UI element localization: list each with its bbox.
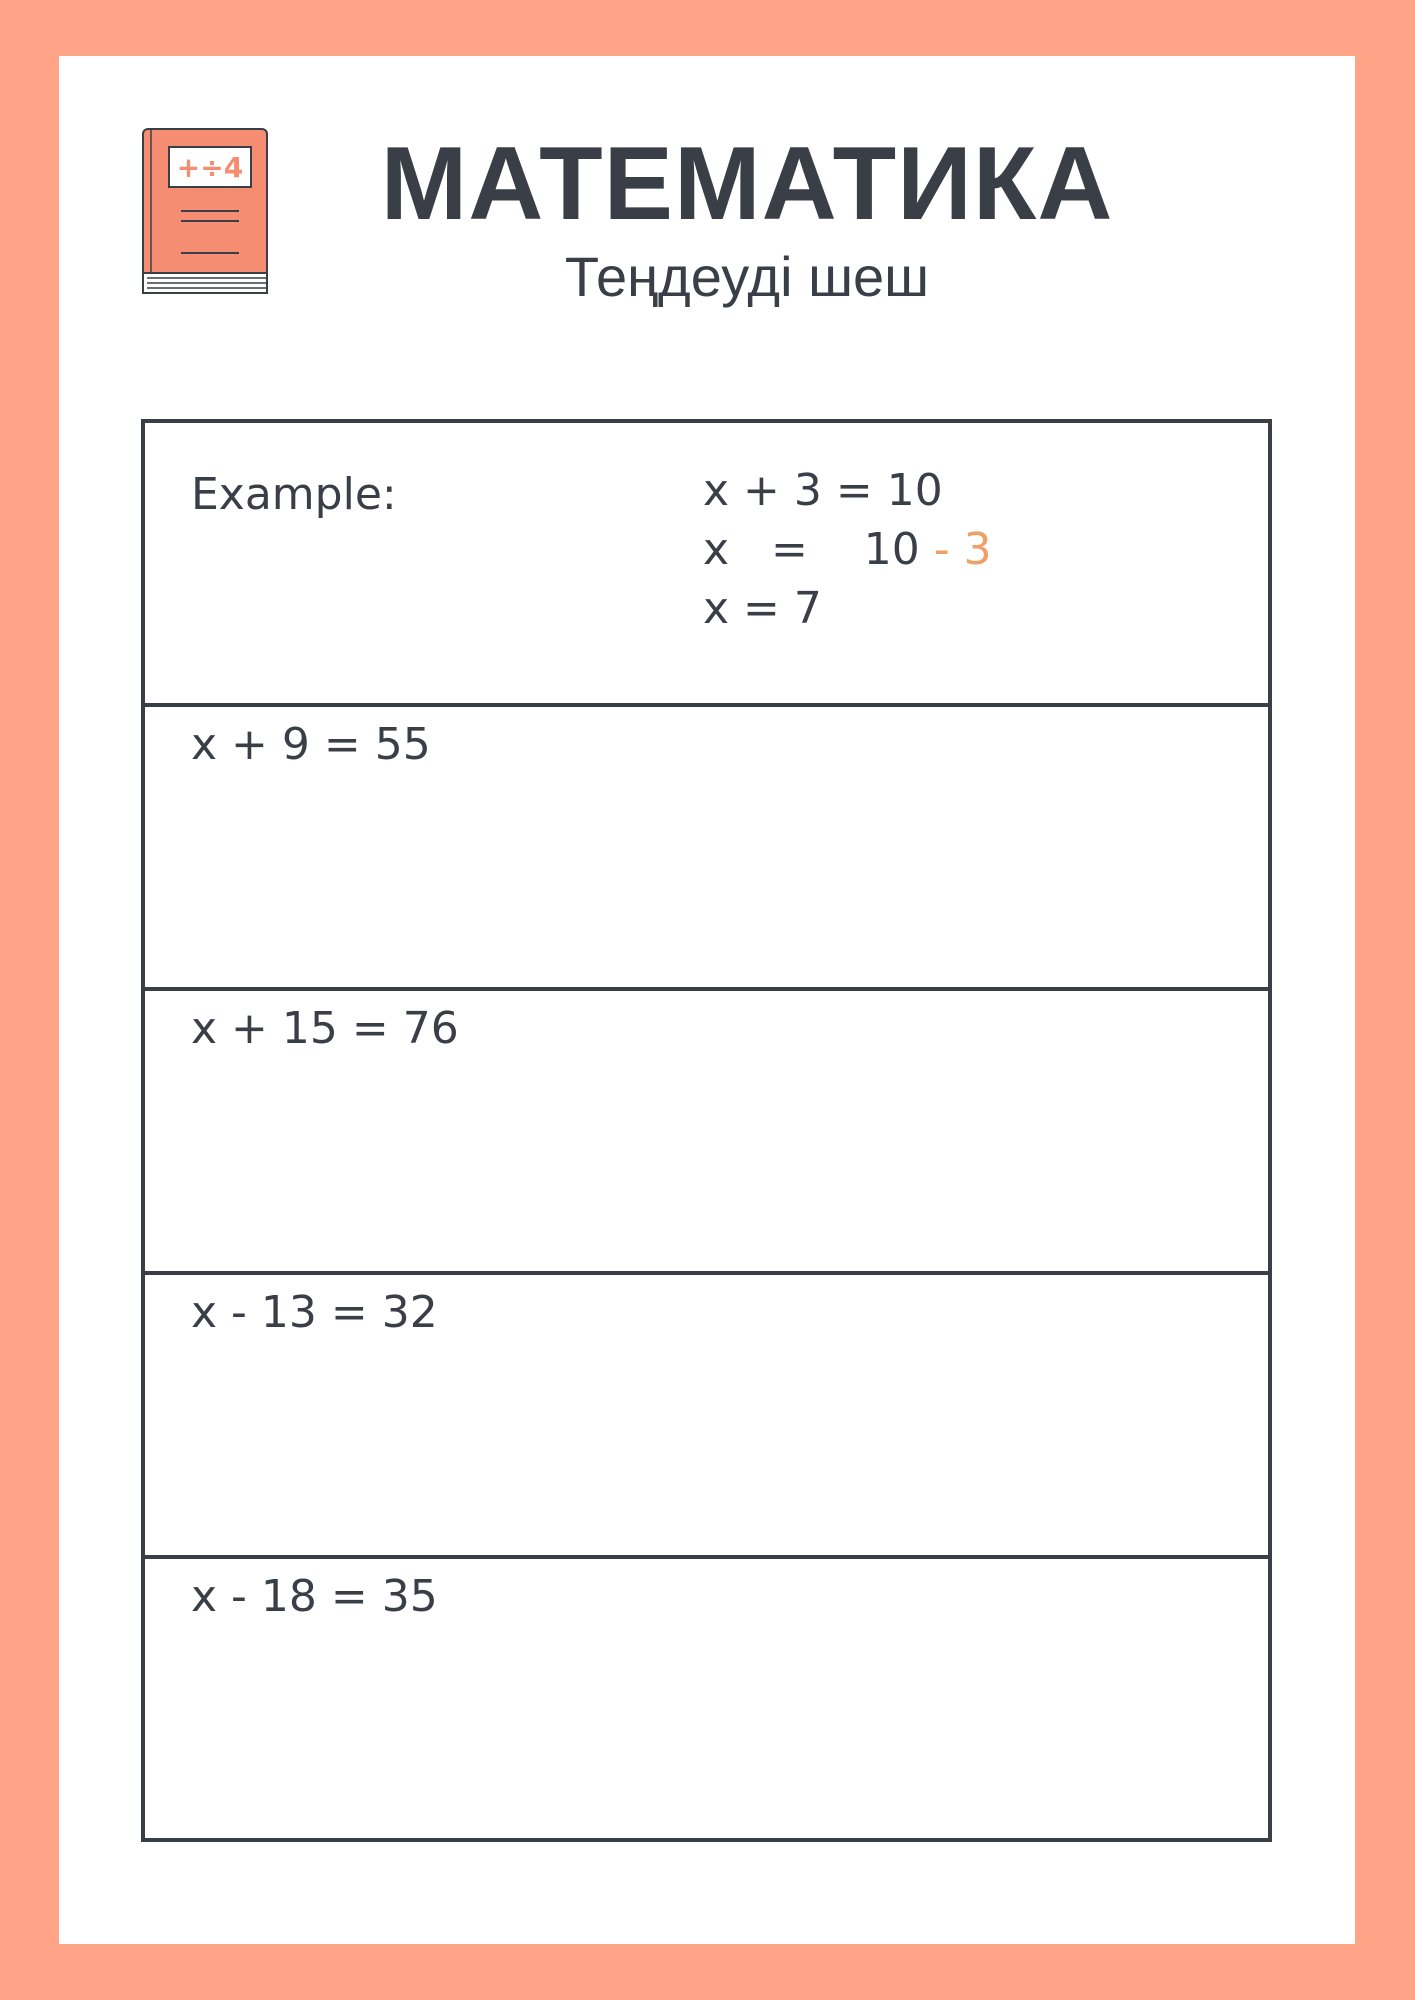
example-step-2 xyxy=(703,520,992,579)
problem-row-1 xyxy=(145,703,1268,991)
page-subtitle: Теңдеуді шеш xyxy=(564,245,930,308)
example-step-3: x = 7 xyxy=(703,583,822,634)
page-title: МАТЕМАТИКА xyxy=(380,126,1114,242)
example-row xyxy=(145,423,1268,707)
problem-equation-4: x - 18 = 35 xyxy=(191,1571,438,1622)
problem-equation-1: x + 9 = 55 xyxy=(191,719,431,770)
example-step-2-main: x = 10 xyxy=(703,524,920,575)
example-step-2-accent: - 3 xyxy=(919,524,992,575)
problem-row-3 xyxy=(145,1271,1268,1559)
worksheet-page xyxy=(59,56,1355,1944)
example-label: Example: xyxy=(191,469,397,520)
problem-row-4 xyxy=(145,1555,1268,1838)
problem-equation-3: x - 13 = 32 xyxy=(191,1287,438,1338)
problem-equation-2: x + 15 = 76 xyxy=(191,1003,459,1054)
book-symbols: +÷4 xyxy=(176,151,244,184)
example-steps xyxy=(703,461,992,638)
equations-table xyxy=(141,419,1272,1842)
example-step-1: x + 3 = 10 xyxy=(703,465,943,516)
problem-row-2 xyxy=(145,987,1268,1275)
